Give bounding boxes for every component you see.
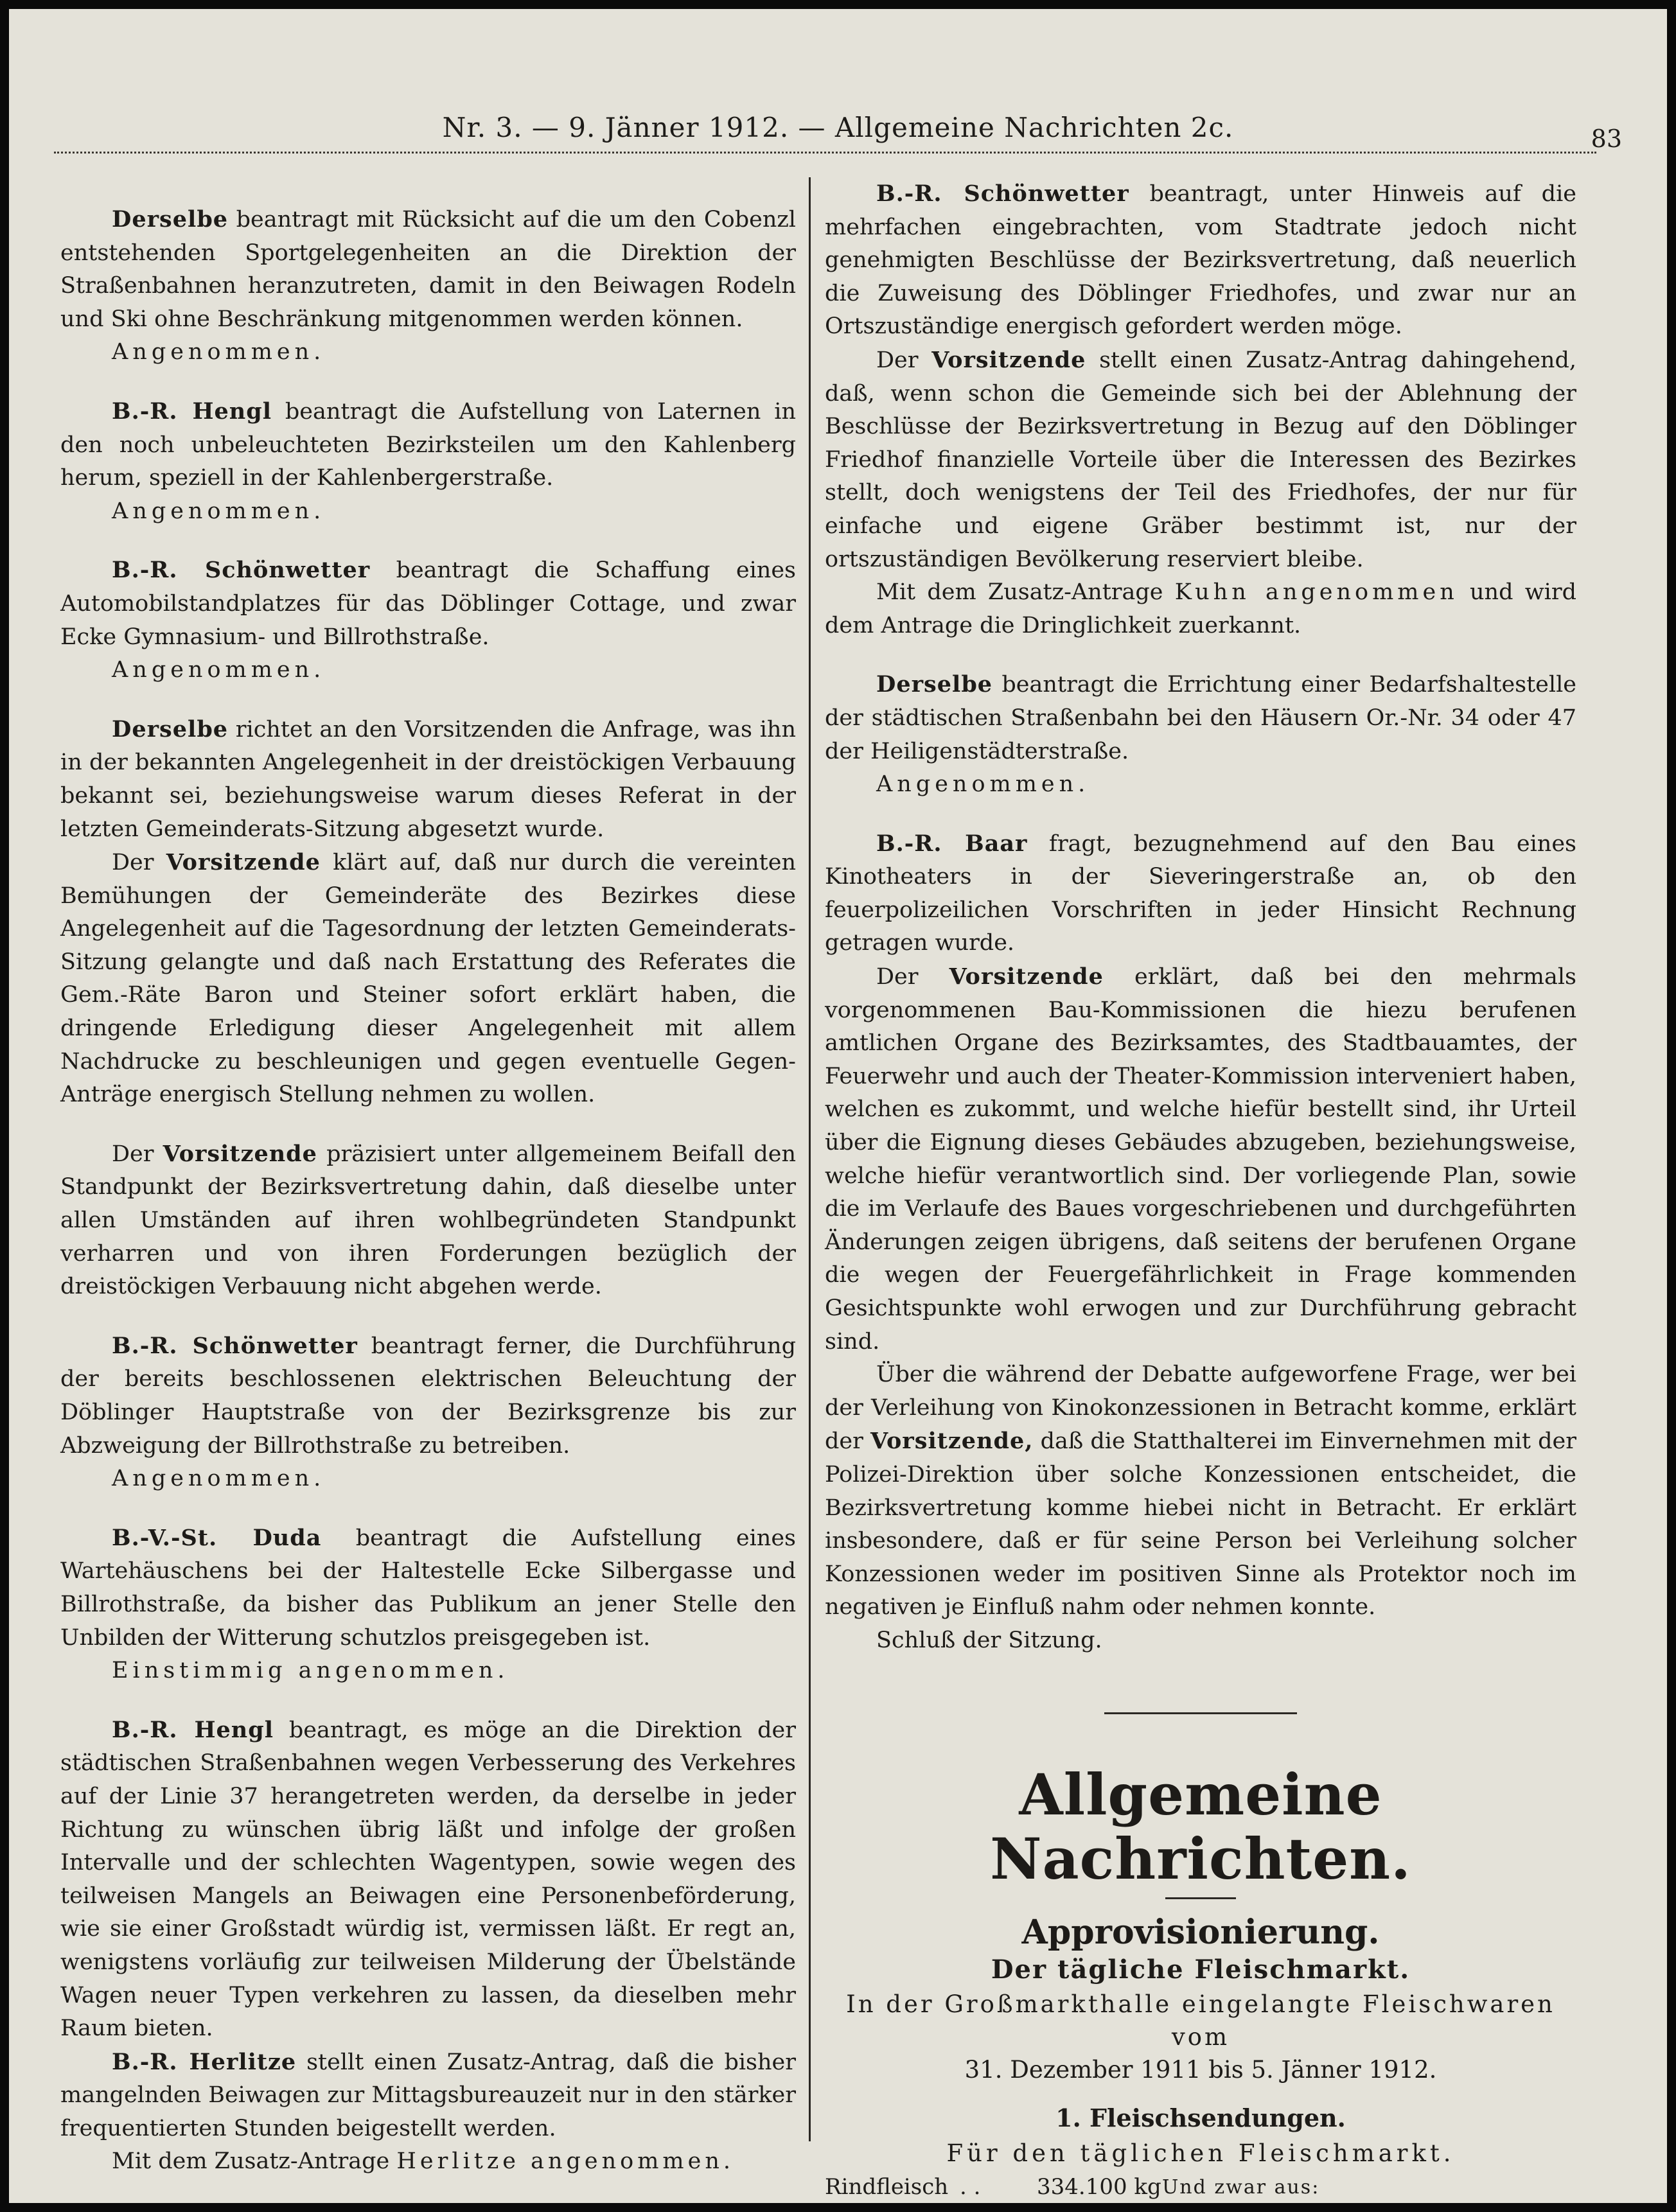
paragraph-text: beantragt, es möge an die Direktion der städtischen Straßenbahnen wegen Verbesserung des Verkehres auf der Linie 37 herangetreten werden, da derselbe in jeder Richtung zu wünschen übrig läßt und infolge der großen Intervalle und der schlechten Wagentypen, sowie wegen des teilweisen Mangels an Beiwagen eine Personenbeförderung, wie sie einer Großstadt würdig ist, vermissen läßt. Er regt an, wenigstens vorläufig zur teilweisen Milderung der Übelstände Wagen neuer Typen verkehren zu lassen, da dieselben mehr Raum bieten.: [60, 1717, 796, 2042]
protocol-paragraph: [825, 177, 1576, 344]
speaker-name: B.-R. Schönwetter: [112, 557, 371, 584]
paragraph-text: Schluß der Sitzung.: [876, 1627, 1102, 1653]
speaker-name: Vorsitzende: [166, 849, 321, 876]
page-number: 83: [1591, 125, 1622, 153]
header-title: Nr. 3. — 9. Jänner 1912. — Allgemeine Nachrichten 2c.: [442, 112, 1234, 143]
paragraph-text: und wird dem Antrage die Dringlichkeit zuerkannt.: [825, 579, 1576, 638]
spaced-text: Kuhn angenommen: [1174, 579, 1458, 606]
intro-line: In der Großmarkthalle eingelangte Fleischwaren vom: [846, 1990, 1555, 2051]
decision-text: Angenommen.: [112, 1466, 326, 1492]
protocol-paragraph: [825, 827, 1576, 960]
page-header: [54, 105, 1622, 157]
speaker-name: B.-R. Herlitze: [112, 2048, 297, 2075]
closing-paragraph: [60, 2145, 796, 2179]
decision-line: [60, 336, 796, 369]
section-subheading: Für den täglichen Fleischmarkt.: [946, 2139, 1455, 2167]
paragraph-text: Mit dem Zusatz-Antrage: [876, 579, 1175, 606]
protocol-paragraph: [825, 1624, 1576, 1658]
paragraph-text: richtet an den Vorsitzenden die Anfrage, was ihn in der bekannten Angelegenheit in der dreistöckigen Verbauung bekannt sei, beziehungsweise warum dieses Referat in der letzten Gemeinderats-Sitzung abgesetzt wurde.: [60, 716, 796, 842]
header-rule: [54, 152, 1596, 155]
spaced-text: Herlitze angenommen.: [396, 2148, 734, 2175]
paragraph-text: stellt einen Zusatz-Antrag, daß die bisher mangelnden Beiwagen zur Mittagsbureauzeit nur in den stärker frequentierten Stunden beigestellt werden.: [60, 2049, 796, 2141]
paragraph-text: stellt einen Zusatz-Antrag dahingehend, daß, wenn schon die Gemeinde sich bei der Ablehnung der Beschlüsse der Bezirksvertretung in Bezug auf den Döblinger Friedhof finanzielle Vorteile über die Interessen des Bezirkes stellt, doch wenigstens der Teil des Friedhofes, der nur für einfache und eigene Gräber bestimmt ist, nur der ortszuständigen Bevölkerung reserviert bleibe.: [825, 347, 1576, 572]
decision-line: [60, 1462, 796, 1496]
protocol-paragraph: [825, 344, 1576, 576]
decision-line: [60, 654, 796, 687]
right-column: [825, 177, 1576, 2200]
paragraph-text: klärt auf, daß nur durch die vereinten Bemühungen der Gemeinderäte des Bezirkes diese Angelegenheit auf die Tagesordnung der letzten Gemeinderats-Sitzung gelangte und daß nach Erstattung des Referates die Gem.-Räte Baron und Steiner sofort erklärt haben, die dringende Erledigung dieser Angelegenheit mit allem Nachdrucke zu beschleunigen und gegen eventuelle Gegen-Anträge energisch Stellung nehmen zu wollen.: [60, 850, 797, 1108]
right-column-protocol: [825, 177, 1576, 1658]
protocol-paragraph: [60, 2046, 796, 2146]
protocol-paragraph: [60, 395, 796, 495]
protocol-paragraph: [60, 1522, 796, 1655]
paragraph-text: beantragt die Schaffung eines Automobilstandplatzes für das Döblinger Cottage, und zwar Ecke Gymnasium- und Billrothstraße.: [60, 557, 797, 650]
protocol-paragraph: [825, 960, 1576, 1358]
paragraph-text: präzisiert unter allgemeinem Beifall den Standpunkt der Bezirksvertretung dahin, daß dieselbe unter allen Umständen auf ihren wohlbegründeten Standpunkt verharren und von ihren Forderungen bezüglich der dreistöckigen Verbauung nicht abgehen werde.: [60, 1141, 796, 1300]
column-divider: [809, 799, 811, 2141]
speaker-name: B.-R. Baar: [876, 830, 1028, 857]
paragraph-text: Der: [112, 850, 166, 876]
meat-row: [825, 2171, 1576, 2203]
paragraph-text: erklärt, daß bei den mehrmals vorgenommenen Bau-Kommissionen die hiezu berufenen amtlichen Organe des Bezirksamtes, des Stadtbauamtes, der Feuerwehr und auch der Theater-Kommission interveniert haben, welchen es zukommt, und welche hiefür bestellt sind, ihr Urteil über die Eignung dieses Gebäudes abzugeben, beziehungsweise, welche hiefür verantwortlich sind. Der vorliegende Plan, sowie die im Verlaufe des Baues vorgeschriebenen und durchgeführten Änderungen zeigen übrigens, daß seitens der berufenen Organe die wegen der Feuergefährlichkeit in Frage kommenden Gesichtspunkte wohl erwogen und zur Durchführung gebracht sind.: [825, 964, 1576, 1355]
speaker-name: Vorsitzende: [931, 346, 1086, 373]
subsubtitle: Der tägliche Fleischmarkt.: [991, 1954, 1411, 1985]
speaker-name: B.-R. Hengl: [112, 398, 272, 425]
closing-paragraph: [825, 576, 1576, 642]
paragraph-text: beantragt mit Rücksicht auf die um den Cobenzl entstehenden Sportgelegenheiten an die Direktion der Straßenbahnen heranzutreten, damit in den Beiwagen Rodeln und Ski ohne Beschränkung mitgenommen werden können.: [60, 207, 796, 332]
row-value: 334.100 kg: [1037, 2173, 1161, 2200]
column-divider: [809, 177, 811, 903]
decision-line: [60, 1655, 796, 1688]
paragraph-text: beantragt, unter Hinweis auf die mehrfachen eingebrachten, vom Stadtrate jedoch nicht genehmigten Beschlüsse der Bezirksvertretung, daß neuerlich die Zuweisung des Döblinger Friedhofes, und zwar nur an Ortszuständige energisch gefordert werden möge.: [825, 181, 1576, 340]
intro-date: 31. Dezember 1911 bis 5. Jänner 1912.: [964, 2055, 1437, 2084]
speaker-name: B.-R. Hengl: [112, 1716, 274, 1743]
protocol-paragraph: [60, 1714, 796, 2046]
speaker-name: B.-R. Schönwetter: [112, 1332, 358, 1359]
protocol-paragraph: [60, 203, 796, 336]
protocol-paragraph: [60, 1330, 796, 1462]
speaker-name: Vorsitzende,: [870, 1428, 1034, 1455]
row-dots: . .: [960, 2173, 981, 2200]
paragraph-text: fragt, bezugnehmend auf den Bau eines Kinotheaters in der Sieveringerstraße an, ob den feuerpolizeilichen Vorschriften in jeder Hinsicht Rechnung getragen wurde.: [825, 830, 1576, 956]
left-column: [60, 177, 797, 2175]
row-note: Und zwar aus:: [1162, 2175, 1320, 2199]
decision-line: [60, 495, 796, 529]
paragraph-text: beantragt ferner, die Durchführung der bereits beschlossenen elektrischen Beleuchtung der Döblinger Hauptstraße von der Bezirksgrenze bis zur Abzweigung der Billrothstraße zu betreiben.: [60, 1333, 796, 1459]
section-title: Allgemeine Nachrichten.: [990, 1760, 1411, 1892]
speaker-name: B.-V.-St. Duda: [112, 1524, 322, 1551]
protocol-paragraph: [60, 713, 796, 846]
paragraph-text: Über die während der Debatte aufgeworfene Frage, wer bei der Verleihung von Kinokonzessionen in Betracht komme, erklärt der: [825, 1362, 1576, 1455]
decision-text: Angenommen.: [876, 771, 1090, 798]
decision-text: Angenommen.: [112, 339, 326, 365]
speaker-name: Derselbe: [112, 715, 229, 742]
paragraph-text: Der: [876, 347, 932, 373]
protocol-paragraph: [825, 668, 1576, 768]
paragraph-text: Der: [112, 1141, 163, 1167]
paragraph-text: Mit dem Zusatz-Antrage: [112, 2148, 397, 2175]
protocol-paragraph: [60, 554, 796, 654]
speaker-name: Vorsitzende: [163, 1140, 317, 1167]
subtitle: Approvisionierung.: [1021, 1912, 1380, 1952]
speaker-name: B.-R. Schönwetter: [876, 180, 1129, 207]
paragraph-text: beantragt die Errichtung einer Bedarfshaltestelle der städtischen Straßenbahn bei den Häusern Or.-Nr. 34 oder 47 der Heiligenstädterstraße.: [825, 672, 1576, 764]
speaker-name: Vorsitzende: [949, 963, 1104, 990]
speaker-name: Derselbe: [112, 206, 229, 233]
protocol-paragraph: [60, 1137, 796, 1304]
paragraph-text: beantragt die Aufstellung von Laternen in den noch unbeleuchteten Bezirksteilen um den Kahlenberg herum, speziell in der Kahlenbergerstraße.: [60, 398, 796, 491]
speaker-name: Derselbe: [876, 671, 993, 698]
section-heading: 1. Fleischsendungen.: [1055, 2103, 1346, 2132]
paragraph-text: daß die Statthalterei im Einvernehmen mit der Polizei-Direktion über solche Konzessionen entscheidet, die Bezirksvertretung komme hiebei nicht in Betracht. Er erklärt insbesondere, daß er für seine Person bei Verleihung solcher Konzessionen weder im positiven Sinne als Protektor noch im negativen je Einfluß nahm oder nehmen konnte.: [825, 1428, 1576, 1620]
row-label: Rindfleisch: [825, 2173, 949, 2200]
decision-line: [825, 768, 1576, 802]
decision-text: Angenommen.: [112, 657, 326, 683]
decision-text: Angenommen.: [112, 498, 326, 524]
section-separator: [1104, 1712, 1297, 1714]
title-underline: [1165, 1897, 1236, 1899]
protocol-paragraph: [60, 846, 796, 1112]
newspaper-page: [9, 9, 1667, 2203]
decision-text: Einstimmig angenommen.: [112, 1658, 509, 1684]
protocol-paragraph: [825, 1358, 1576, 1624]
paragraph-text: beantragt die Aufstellung eines Wartehäuschens bei der Haltestelle Ecke Silbergasse und Billrothstraße, da bisher das Publikum an jener Stelle den Unbilden der Witterung schutzlos preisgegeben ist.: [60, 1525, 797, 1651]
paragraph-text: Der: [876, 964, 949, 990]
